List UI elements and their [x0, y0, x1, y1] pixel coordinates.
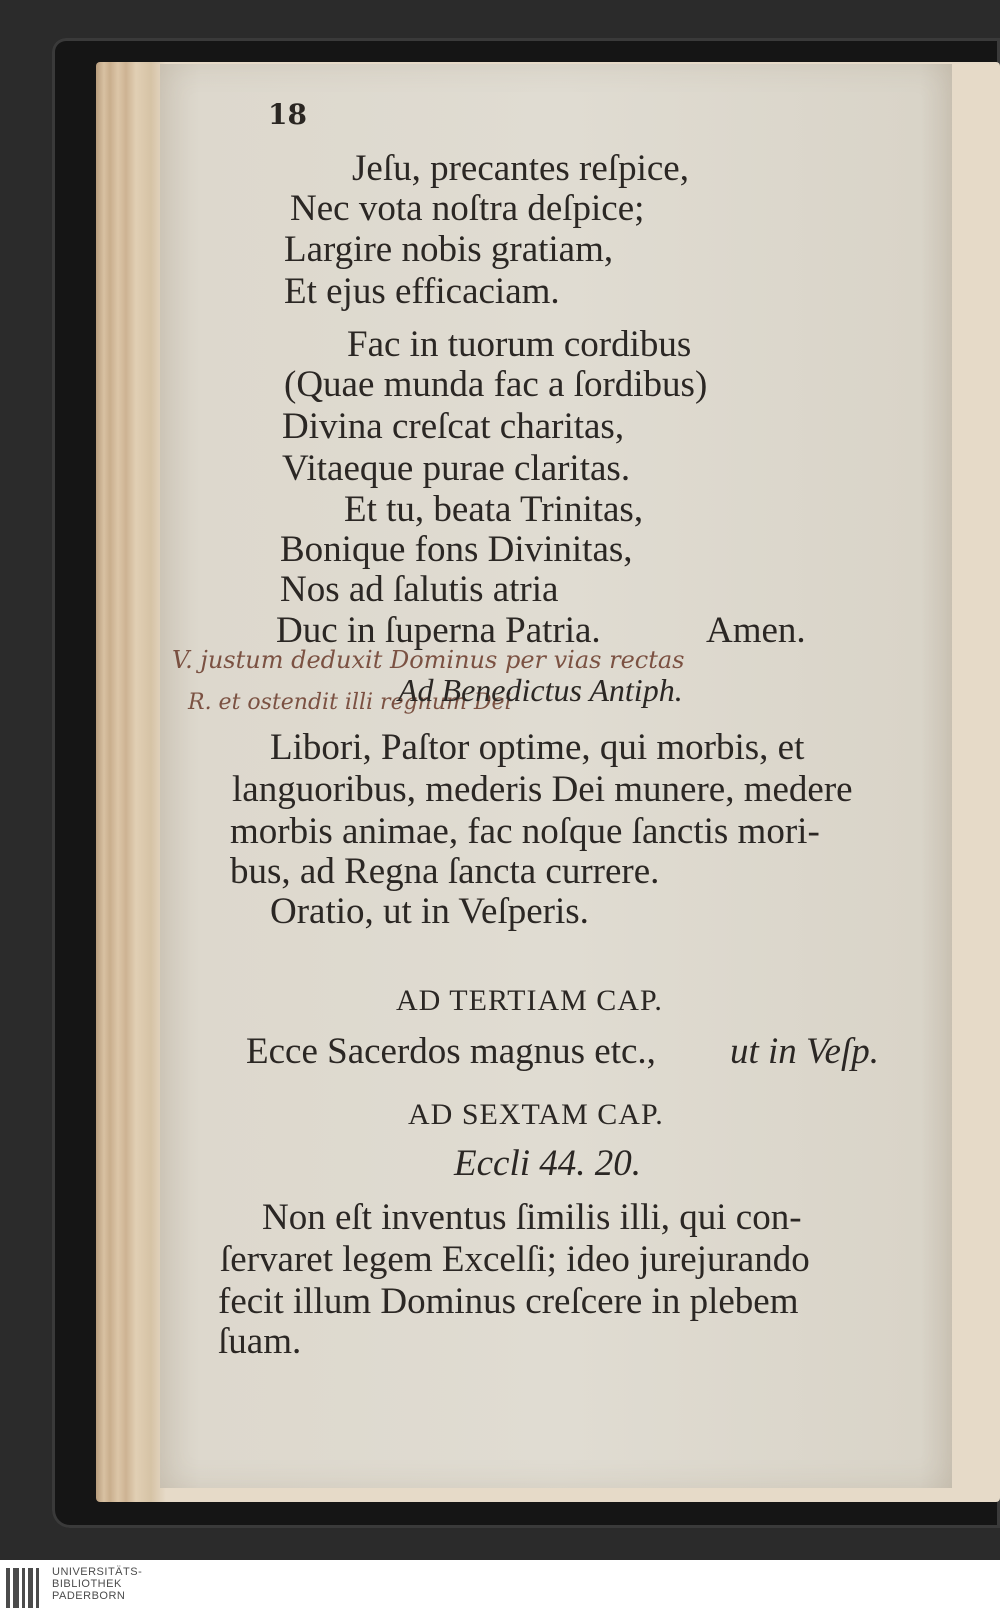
hymn-line: (Quae munda fac a ſordibus) [284, 364, 708, 405]
sexta-heading: AD SEXTAM CAP. [408, 1098, 664, 1131]
hymn-line: Divina creſcat charitas, [282, 406, 625, 447]
hymn-line: Duc in ſuperna Patria. [276, 610, 601, 651]
amen-text: Amen. [706, 610, 806, 651]
hymn-line: Vitaeque purae claritas. [282, 448, 631, 489]
library-name-line: PADERBORN [52, 1590, 126, 1602]
hymn-line: Nos ad ſalutis atria [280, 569, 559, 610]
barcode-icon [6, 1568, 42, 1612]
antiphon-line: Libori, Paſtor optime, qui morbis, et [270, 727, 805, 768]
sexta-line: fecit illum Dominus creſcere in plebem [218, 1281, 799, 1322]
hymn-line: Bonique fons Divinitas, [280, 529, 633, 570]
page-number: 18 [268, 98, 307, 131]
handwritten-response: R. et ostendit illi regnum Dei [188, 690, 512, 715]
antiphon-line: languoribus, mederis Dei munere, medere [232, 769, 853, 810]
sexta-line: ſuam. [218, 1321, 302, 1362]
hymn-line: Jeſu, precantes reſpice, [352, 148, 689, 189]
antiphon-heading: Ad Benedictus Antiph. [398, 672, 683, 708]
handwritten-versicle: V. justum deduxit Dominus per vias rectas [172, 646, 685, 674]
hymn-line: Et ejus efficaciam. [284, 271, 560, 312]
sexta-line: ſervaret legem Excelſi; ideo jurejurando [220, 1239, 810, 1280]
antiphon-line: bus, ad Regna ſancta currere. [230, 851, 660, 892]
tertia-text: Ecce Sacerdos magnus etc., [246, 1031, 656, 1072]
hymn-line: Fac in tuorum cordibus [347, 324, 692, 365]
library-name [52, 1566, 142, 1602]
hymn-line: Et tu, beata Trinitas, [344, 489, 644, 530]
sexta-line: Non eſt inventus ſimilis illi, qui con- [262, 1197, 802, 1238]
tertia-heading: AD TERTIAM CAP. [396, 984, 663, 1017]
hymn-line: Nec vota noſtra deſpice; [290, 188, 645, 229]
hymn-line: Largire nobis gratiam, [284, 229, 614, 270]
antiphon-line: morbis animae, fac noſque ſanctis mori- [230, 811, 820, 852]
library-name-line: BIBLIOTHEK [52, 1578, 122, 1590]
library-logo [0, 1560, 1000, 1617]
oratio-line: Oratio, ut in Veſperis. [270, 891, 589, 932]
tertia-reference: ut in Veſp. [730, 1031, 880, 1072]
library-name-line: UNIVERSITÄTS- [52, 1566, 143, 1578]
sexta-reference: Eccli 44. 20. [454, 1143, 642, 1184]
